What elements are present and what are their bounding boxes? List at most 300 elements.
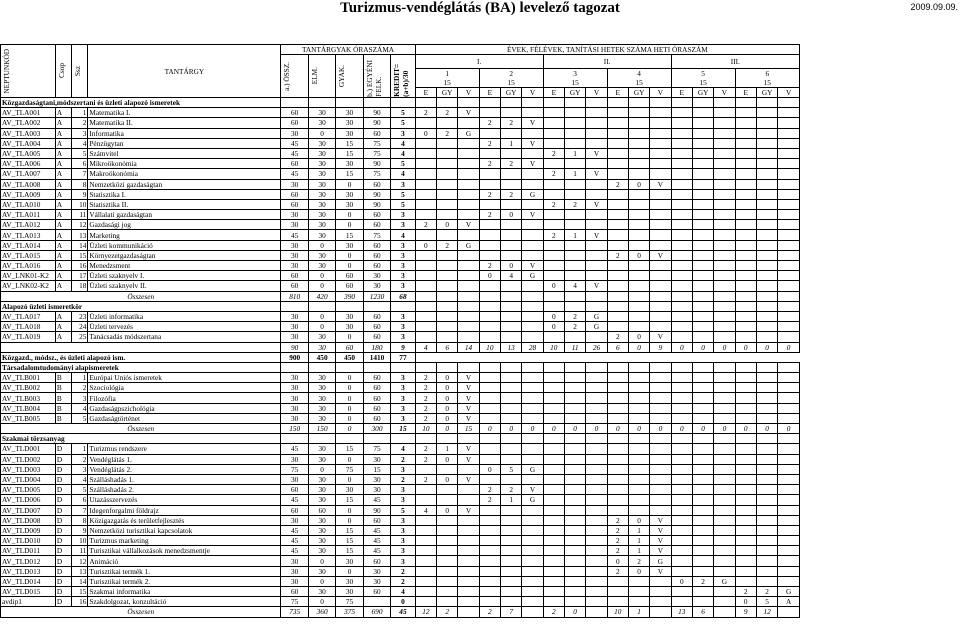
table-body — [1, 98, 800, 618]
semester-cell — [628, 169, 649, 179]
semester-cell — [778, 576, 800, 586]
semester-cell — [586, 495, 607, 505]
semester-cell: V — [458, 373, 479, 383]
semester-cell — [543, 566, 564, 576]
table-row — [1, 383, 800, 393]
hours-total: 30 — [281, 556, 308, 566]
summary-b: 180 — [363, 342, 390, 352]
course-group: A — [55, 179, 71, 189]
semester-cell: 0 — [628, 179, 649, 189]
summary-semester: 0 — [735, 342, 756, 352]
semester-cell — [671, 505, 692, 515]
semester-cell — [756, 505, 777, 515]
course-group: A — [55, 148, 71, 158]
semester-cell — [671, 454, 692, 464]
semester-cell — [756, 199, 777, 209]
semester-cell — [437, 138, 458, 148]
hours-practice: 15 — [336, 495, 363, 505]
credit: 3 — [391, 179, 415, 189]
semester-cell: 0 — [543, 311, 564, 321]
semester-cell — [458, 148, 479, 158]
summary-semester: 0 — [522, 424, 543, 434]
semester-cell — [692, 261, 713, 271]
semester-cell — [714, 159, 735, 169]
semester-cell — [671, 210, 692, 220]
course-code: AV_TLA001 — [1, 108, 56, 118]
empty-cell — [479, 434, 500, 444]
empty-cell — [756, 434, 777, 444]
hours-practice: 0 — [336, 373, 363, 383]
course-name: Animáció — [88, 556, 281, 566]
semester-cell — [586, 525, 607, 535]
semester-cell — [500, 546, 521, 556]
summary-semester: 14 — [458, 342, 479, 352]
hours-practice: 0 — [336, 261, 363, 271]
empty-cell — [778, 434, 800, 444]
semester-cell — [543, 159, 564, 169]
hours-individual: 45 — [363, 525, 390, 535]
hours-total: 45 — [281, 138, 308, 148]
semester-cell — [671, 220, 692, 230]
semester-cell — [735, 393, 756, 403]
semester-cell — [500, 444, 521, 454]
semester-cell — [671, 556, 692, 566]
semester-cell — [607, 474, 628, 484]
hours-practice: 30 — [336, 311, 363, 321]
course-number: 1 — [72, 108, 88, 118]
hours-lecture: 30 — [308, 199, 335, 209]
semester-cell — [735, 413, 756, 423]
hours-total: 30 — [281, 240, 308, 250]
semester-cell — [479, 322, 500, 332]
semester-cell — [522, 444, 543, 454]
semester-cell — [735, 189, 756, 199]
semester-cell — [522, 505, 543, 515]
semester-cell — [628, 189, 649, 199]
semester-weeks: 15 — [507, 77, 515, 87]
table-row — [1, 108, 800, 118]
credit: 3 — [391, 210, 415, 220]
semester-cell — [650, 587, 671, 597]
semester-cell — [586, 210, 607, 220]
semester-cell — [692, 444, 713, 454]
egv-header: E — [607, 87, 628, 97]
semester-cell — [586, 505, 607, 515]
semester-cell: 5 — [500, 464, 521, 474]
hours-practice: 0 — [336, 210, 363, 220]
hours-practice: 15 — [336, 148, 363, 158]
semester-cell — [714, 271, 735, 281]
course-group: D — [55, 556, 71, 566]
course-name: Szociológia — [88, 383, 281, 393]
course-group: D — [55, 525, 71, 535]
course-name: Üzleti szaknyelv I. — [88, 271, 281, 281]
semester-cell — [650, 383, 671, 393]
egv-header: GY — [500, 87, 521, 97]
semester-cell: 2 — [479, 118, 500, 128]
semester-cell — [650, 118, 671, 128]
egv-header: E — [415, 87, 436, 97]
course-number: 5 — [72, 148, 88, 158]
semester-cell — [586, 332, 607, 342]
semester-cell — [415, 169, 436, 179]
course-code: AV_TLD012 — [1, 556, 56, 566]
semester-cell — [543, 332, 564, 342]
semester-cell — [437, 587, 458, 597]
course-name: Üzleti szaknyelv II. — [88, 281, 281, 291]
semester-cell — [564, 495, 585, 505]
hours-total: 30 — [281, 179, 308, 189]
semester-cell — [586, 240, 607, 250]
semester-cell — [564, 485, 585, 495]
semester-cell — [415, 179, 436, 189]
semester-cell — [778, 495, 800, 505]
semester-cell: 0 — [437, 393, 458, 403]
semester-cell — [607, 148, 628, 158]
semester-cell: V — [522, 159, 543, 169]
semester-cell — [607, 454, 628, 464]
course-number: 23 — [72, 311, 88, 321]
empty-cell — [650, 98, 671, 108]
table-row — [1, 322, 800, 332]
section-row — [1, 434, 800, 444]
semester-cell — [437, 495, 458, 505]
empty-cell — [586, 352, 607, 362]
semester-cell — [671, 546, 692, 556]
course-number: 6 — [72, 495, 88, 505]
semester-cell — [415, 495, 436, 505]
semester-cell — [607, 311, 628, 321]
semester-cell — [735, 108, 756, 118]
semester-cell — [415, 556, 436, 566]
semester-cell — [756, 220, 777, 230]
table-row — [1, 373, 800, 383]
course-group: D — [55, 546, 71, 556]
summary-semester: 0 — [479, 424, 500, 434]
semester-cell — [564, 261, 585, 271]
summary-semester: 13 — [500, 342, 521, 352]
credit: 3 — [391, 546, 415, 556]
semester-cell — [756, 332, 777, 342]
course-name: Üzleti informatika — [88, 311, 281, 321]
semester-cell — [586, 485, 607, 495]
semester-cell — [522, 373, 543, 383]
semester-cell — [543, 373, 564, 383]
course-number: 18 — [72, 281, 88, 291]
semester-cell — [735, 556, 756, 566]
egv-header: V — [714, 87, 735, 97]
hours-total: 60 — [281, 271, 308, 281]
header-gyak: GYAK. — [336, 55, 363, 98]
empty-cell — [391, 362, 415, 372]
semester-cell — [756, 566, 777, 576]
course-code: AV_LNK02-K2 — [1, 281, 56, 291]
semester-cell — [692, 413, 713, 423]
semester-cell — [586, 250, 607, 260]
summary-semester — [586, 607, 607, 617]
course-name: Nemzetközi gazdaságtan — [88, 179, 281, 189]
summary-semester: 0 — [692, 342, 713, 352]
semester-cell: A — [778, 597, 800, 607]
hours-lecture: 30 — [308, 393, 335, 403]
hours-total: 45 — [281, 525, 308, 535]
empty-cell — [778, 352, 800, 362]
semester-cell: 0 — [735, 597, 756, 607]
header-oraszam: TANTÁRGYAK ÓRASZÁMA — [281, 45, 415, 55]
semester-cell — [671, 240, 692, 250]
empty-cell — [522, 362, 543, 372]
semester-cell — [607, 138, 628, 148]
semester-cell — [458, 261, 479, 271]
hours-lecture: 0 — [308, 322, 335, 332]
empty-cell — [281, 301, 308, 311]
semester-cell — [479, 383, 500, 393]
semester-cell — [415, 566, 436, 576]
semester-cell — [650, 464, 671, 474]
course-code: AV_TLB003 — [1, 393, 56, 403]
semester-cell — [586, 444, 607, 454]
hours-individual: 60 — [363, 210, 390, 220]
semester-cell — [735, 199, 756, 209]
empty-cell — [564, 352, 585, 362]
empty-cell — [650, 362, 671, 372]
semester-cell — [735, 495, 756, 505]
course-group: D — [55, 444, 71, 454]
semester-cell — [543, 403, 564, 413]
course-number: 9 — [72, 189, 88, 199]
semester-cell — [756, 373, 777, 383]
hours-individual: 60 — [363, 128, 390, 138]
egv-header: V — [778, 87, 800, 97]
hours-practice: 60 — [336, 271, 363, 281]
hours-lecture: 30 — [308, 138, 335, 148]
hours-individual: 90 — [363, 505, 390, 515]
semester-cell: V — [458, 403, 479, 413]
course-group: A — [55, 311, 71, 321]
hours-practice: 0 — [336, 515, 363, 525]
semester-weeks: 15 — [635, 77, 643, 87]
semester-cell — [437, 311, 458, 321]
course-code: AV_TLA017 — [1, 311, 56, 321]
semester-cell — [500, 322, 521, 332]
hours-total: 30 — [281, 383, 308, 393]
semester-cell — [500, 576, 521, 586]
semester-cell — [778, 210, 800, 220]
summary-semester: 0 — [714, 424, 735, 434]
credit: 3 — [391, 322, 415, 332]
hours-total: 30 — [281, 566, 308, 576]
empty-cell — [415, 352, 436, 362]
course-name: Marketing — [88, 230, 281, 240]
hours-total: 60 — [281, 199, 308, 209]
semester-cell — [564, 403, 585, 413]
semester-cell — [479, 597, 500, 607]
summary-semester — [692, 291, 713, 301]
course-number: 15 — [72, 587, 88, 597]
semester-cell — [671, 199, 692, 209]
semester-cell — [778, 464, 800, 474]
semester-cell: G — [586, 322, 607, 332]
semester-cell — [458, 495, 479, 505]
semester-1 — [415, 68, 479, 87]
semester-cell — [778, 250, 800, 260]
empty-cell — [671, 352, 692, 362]
semester-cell — [500, 169, 521, 179]
semester-cell — [479, 179, 500, 189]
summary-semester: 0 — [500, 424, 521, 434]
semester-cell — [671, 311, 692, 321]
hours-practice: 15 — [336, 444, 363, 454]
empty-cell — [437, 434, 458, 444]
hours-practice: 30 — [336, 199, 363, 209]
semester-cell: 1 — [628, 546, 649, 556]
hours-practice: 30 — [336, 485, 363, 495]
summary-e: 360 — [308, 607, 335, 617]
semester-cell: 2 — [437, 240, 458, 250]
semester-cell: 2 — [692, 576, 713, 586]
empty-cell — [650, 301, 671, 311]
semester-cell: 2 — [437, 128, 458, 138]
hours-practice: 0 — [336, 474, 363, 484]
summary-b: 1230 — [363, 291, 390, 301]
semester-cell — [415, 515, 436, 525]
semester-cell — [607, 413, 628, 423]
course-code: AV_TLD005 — [1, 485, 56, 495]
semester-cell — [586, 413, 607, 423]
empty-cell — [671, 301, 692, 311]
course-name: Vendéglátás 1. — [88, 454, 281, 464]
semester-cell — [522, 148, 543, 158]
semester-cell — [778, 138, 800, 148]
credit: 5 — [391, 189, 415, 199]
semester-cell — [692, 495, 713, 505]
credit: 3 — [391, 261, 415, 271]
semester-cell — [671, 128, 692, 138]
course-number: 4 — [72, 138, 88, 148]
semester-cell — [522, 546, 543, 556]
semester-cell — [735, 179, 756, 189]
hours-practice: 0 — [336, 383, 363, 393]
semester-cell — [671, 587, 692, 597]
semester-cell — [714, 128, 735, 138]
summary-semester: 28 — [522, 342, 543, 352]
semester-cell — [650, 505, 671, 515]
empty-cell — [308, 301, 335, 311]
egv-header: GY — [692, 87, 713, 97]
group-total-b: 1410 — [363, 352, 390, 362]
table-row — [1, 250, 800, 260]
empty-cell — [778, 362, 800, 372]
semester-cell — [415, 464, 436, 474]
course-number: 11 — [72, 210, 88, 220]
semester-cell — [778, 515, 800, 525]
semester-cell — [671, 413, 692, 423]
semester-cell — [735, 250, 756, 260]
hours-individual: 30 — [363, 474, 390, 484]
semester-cell — [522, 240, 543, 250]
empty-cell — [543, 362, 564, 372]
semester-cell — [500, 515, 521, 525]
semester-cell — [735, 454, 756, 464]
semester-cell — [607, 118, 628, 128]
semester-cell — [650, 271, 671, 281]
semester-cell — [500, 566, 521, 576]
egv-header: E — [543, 87, 564, 97]
semester-cell — [500, 108, 521, 118]
course-number: 4 — [72, 403, 88, 413]
summary-semester: 10 — [607, 607, 628, 617]
hours-total: 45 — [281, 169, 308, 179]
semester-cell: 2 — [607, 179, 628, 189]
course-number: 10 — [72, 199, 88, 209]
hours-lecture: 30 — [308, 159, 335, 169]
course-group: A — [55, 199, 71, 209]
semester-cell — [586, 159, 607, 169]
semester-cell — [607, 220, 628, 230]
course-group: D — [55, 587, 71, 597]
semester-cell: 2 — [437, 108, 458, 118]
semester-cell — [564, 108, 585, 118]
summary-semester — [522, 291, 543, 301]
semester-cell — [458, 118, 479, 128]
semester-cell — [756, 474, 777, 484]
course-group: D — [55, 454, 71, 464]
credit: 3 — [391, 403, 415, 413]
semester-cell — [522, 515, 543, 525]
semester-cell — [543, 495, 564, 505]
semester-cell — [415, 536, 436, 546]
course-name: Turisztikai termék 2. — [88, 576, 281, 586]
semester-cell — [692, 148, 713, 158]
semester-cell — [564, 118, 585, 128]
course-number: 13 — [72, 230, 88, 240]
semester-cell: 2 — [607, 515, 628, 525]
semester-cell — [714, 189, 735, 199]
semester-cell — [607, 576, 628, 586]
semester-number: 6 — [765, 68, 770, 78]
semester-cell — [586, 576, 607, 586]
semester-cell — [692, 159, 713, 169]
credit: 3 — [391, 311, 415, 321]
semester-cell — [671, 485, 692, 495]
semester-cell — [714, 505, 735, 515]
course-code: AV_TLD014 — [1, 576, 56, 586]
summary-semester: 13 — [671, 607, 692, 617]
semester-cell — [586, 454, 607, 464]
semester-cell — [564, 525, 585, 535]
semester-cell — [650, 281, 671, 291]
course-name: Idegenforgalmi földrajz — [88, 505, 281, 515]
semester-cell — [756, 444, 777, 454]
semester-cell — [628, 281, 649, 291]
hours-individual: 60 — [363, 515, 390, 525]
semester-cell — [756, 546, 777, 556]
course-number: 12 — [72, 220, 88, 230]
semester-cell — [714, 464, 735, 474]
semester-cell — [714, 179, 735, 189]
course-code: AV_TLD006 — [1, 495, 56, 505]
table-row — [1, 261, 800, 271]
semester-cell — [479, 281, 500, 291]
course-name: Statisztika II. — [88, 199, 281, 209]
semester-cell — [522, 597, 543, 607]
semester-cell: V — [586, 230, 607, 240]
header-tantargy: TANTÁRGY — [88, 45, 281, 98]
semester-cell — [650, 189, 671, 199]
empty-cell — [458, 301, 479, 311]
semester-cell — [415, 189, 436, 199]
empty-cell — [543, 352, 564, 362]
